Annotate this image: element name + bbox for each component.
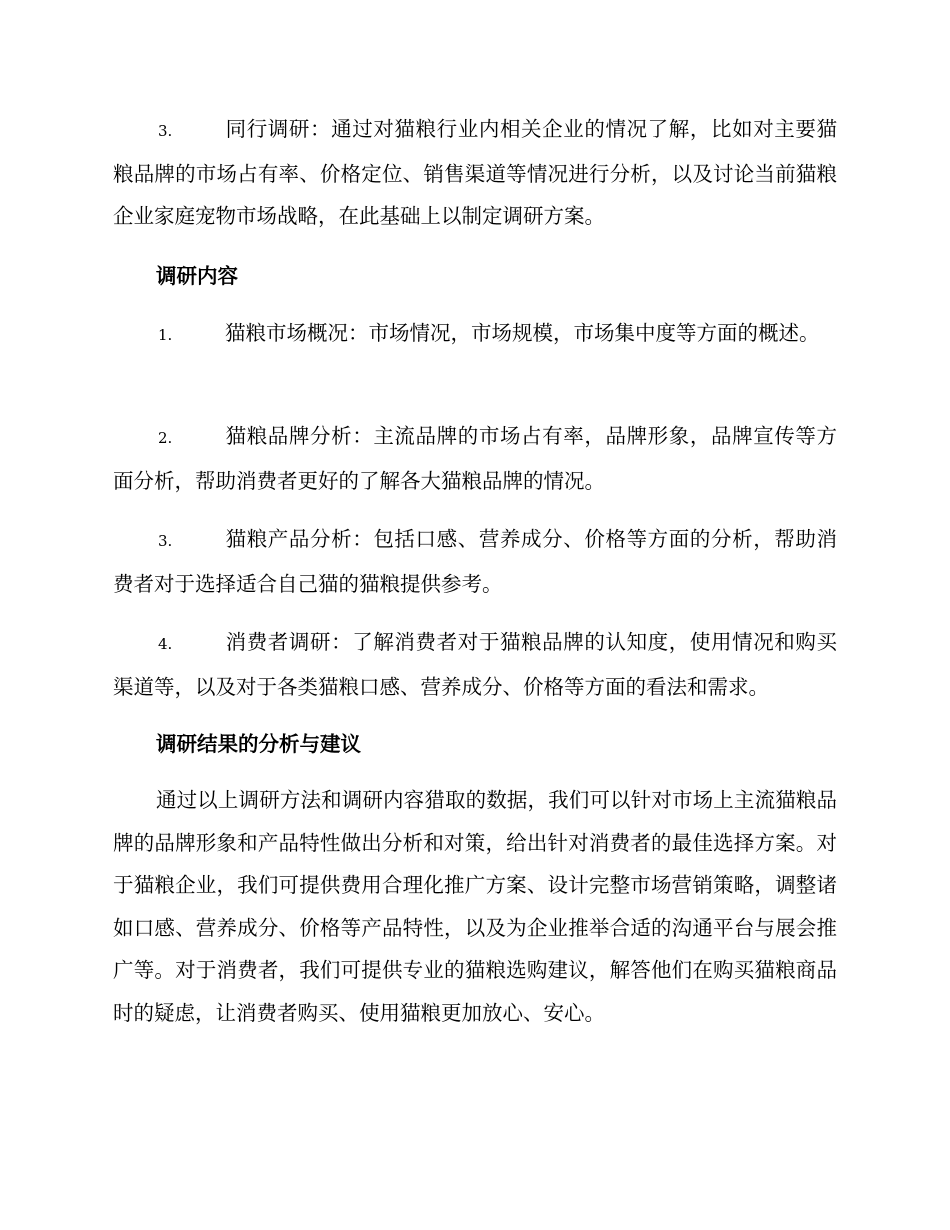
list-item-content-2 bbox=[113, 415, 837, 502]
list-item-text: 猫粮产品分析：包括口感、营养成分、价格等方面的分析，帮助消费者对于选择适合自己猫的猫粮提供参考。 bbox=[113, 527, 837, 596]
section-heading-results: 调研结果的分析与建议 bbox=[156, 732, 361, 756]
list-item-number: 1. bbox=[158, 326, 173, 344]
list-item-text: 消费者调研：了解消费者对于猫粮品牌的认知度，使用情况和购买渠道等，以及对于各类猫粮口感、营养成分、价格等方面的看法和需求。 bbox=[113, 630, 837, 699]
list-item-content-3 bbox=[113, 518, 837, 605]
section-heading-content: 调研内容 bbox=[156, 264, 238, 288]
list-item-number: 3. bbox=[158, 122, 173, 140]
list-item-text: 猫粮品牌分析：主流品牌的市场占有率，品牌形象，品牌宣传等方面分析，帮助消费者更好的了解各大猫粮品牌的情况。 bbox=[113, 424, 837, 493]
list-item-text: 同行调研：通过对猫粮行业内相关企业的情况了解，比如对主要猫粮品牌的市场占有率、价格定位、销售渠道等情况进行分析，以及讨论当前猫粮企业家庭宠物市场战略，在此基础上以制定调研方案。 bbox=[113, 117, 837, 228]
list-item-text: 猫粮市场概况：市场情况，市场规模，市场集中度等方面的概述。 bbox=[225, 321, 820, 345]
list-item-content-4 bbox=[113, 621, 837, 708]
list-item-number: 4. bbox=[158, 635, 173, 653]
list-item-methods-3 bbox=[113, 108, 837, 238]
results-paragraph: 通过以上调研方法和调研内容猎取的数据，我们可以针对市场上主流猫粮品牌的品牌形象和产品特性做出分析和对策，给出针对消费者的最佳选择方案。对于猫粮企业，我们可提供费用合理化推广方案、设计完整市场营销策略，调整诸如口感、营养成分、价格等产品特性，以及为企业推举合适的沟通平台与展会推广等。对于消费者，我们可提供专业的猫粮选购建议，解答他们在购买猫粮商品时的疑虑，让消费者购买、使用猫粮更加放心、安心。 bbox=[113, 788, 837, 1025]
list-item-content-1 bbox=[113, 312, 837, 357]
list-item-number: 3. bbox=[158, 532, 173, 550]
list-item-number: 2. bbox=[158, 429, 173, 447]
